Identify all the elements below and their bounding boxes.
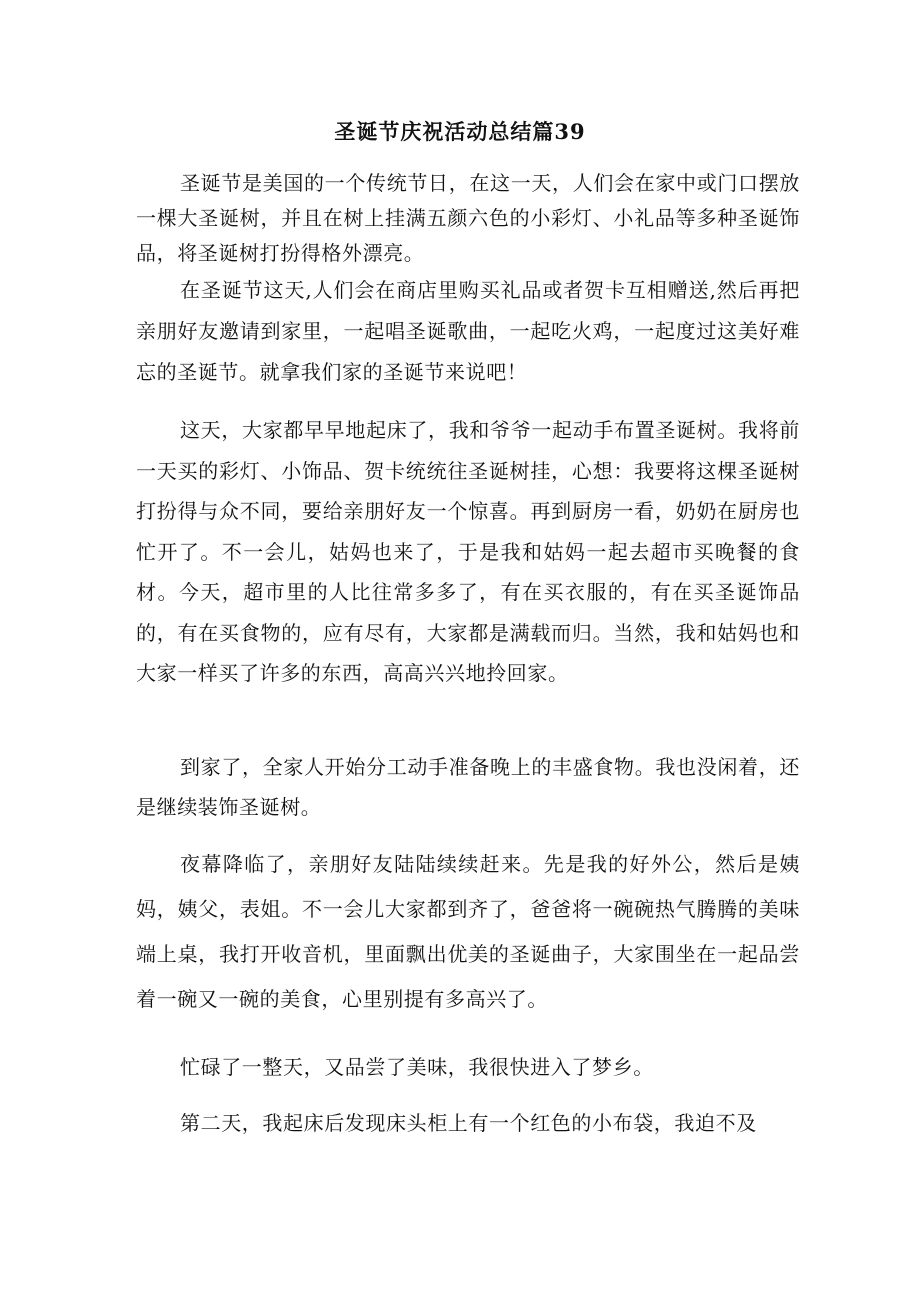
paragraph-6: 忙碌了一整天，又品尝了美味，我很快进入了梦乡。	[180, 1055, 654, 1079]
paragraph-4: 到家了，全家人开始分工动手准备晚上的丰盛食物。我也没闲着，还是继续装饰圣诞树。	[136, 755, 800, 819]
document-title: 圣诞节庆祝活动总结篇39	[334, 119, 586, 144]
paragraph-5: 夜幕降临了，亲朋好友陆陆续续赶来。先是我的好外公，然后是姨妈，姨父，表姐。不一会儿大家都到齐了，爸爸将一碗碗热气腾腾的美味端上桌，我打开收音机，里面飘出优美的圣诞曲子，大家围坐在一起品尝着一碗又一碗的美食，心里别提有多高兴了。	[136, 852, 800, 1011]
paragraph-3: 这天，大家都早早地起床了，我和爷爷一起动手布置圣诞树。我将前一天买的彩灯、小饰品、贺卡统统往圣诞树挂，心想：我要将这棵圣诞树打扮得与众不同，要给亲朋好友一个惊喜。再到厨房一看，奶奶在厨房也忙开了。不一会儿，姑妈也来了，于是我和姑妈一起去超市买晚餐的食材。今天，超市里的人比往常多多了，有在买衣服的，有在买圣诞饰品的，有在买食物的，应有尽有，大家都是满载而归。当然，我和姑妈也和大家一样买了许多的东西，高高兴兴地拎回家。	[136, 418, 800, 685]
paragraph-7: 第二天，我起床后发现床头柜上有一个红色的小布袋，我迫不及	[180, 1111, 757, 1135]
paragraph-2: 在圣诞节这天,人们会在商店里购买礼品或者贺卡互相赠送,然后再把亲朋好友邀请到家里，一起唱圣诞歌曲，一起吃火鸡，一起度过这美好难忘的圣诞节。就拿我们家的圣诞节来说吧！	[136, 278, 800, 384]
paragraph-1: 圣诞节是美国的一个传统节日，在这一天，人们会在家中或门口摆放一棵大圣诞树，并且在树上挂满五颜六色的小彩灯、小礼品等多种圣诞饰品，将圣诞树打扮得格外漂亮。	[136, 171, 800, 265]
